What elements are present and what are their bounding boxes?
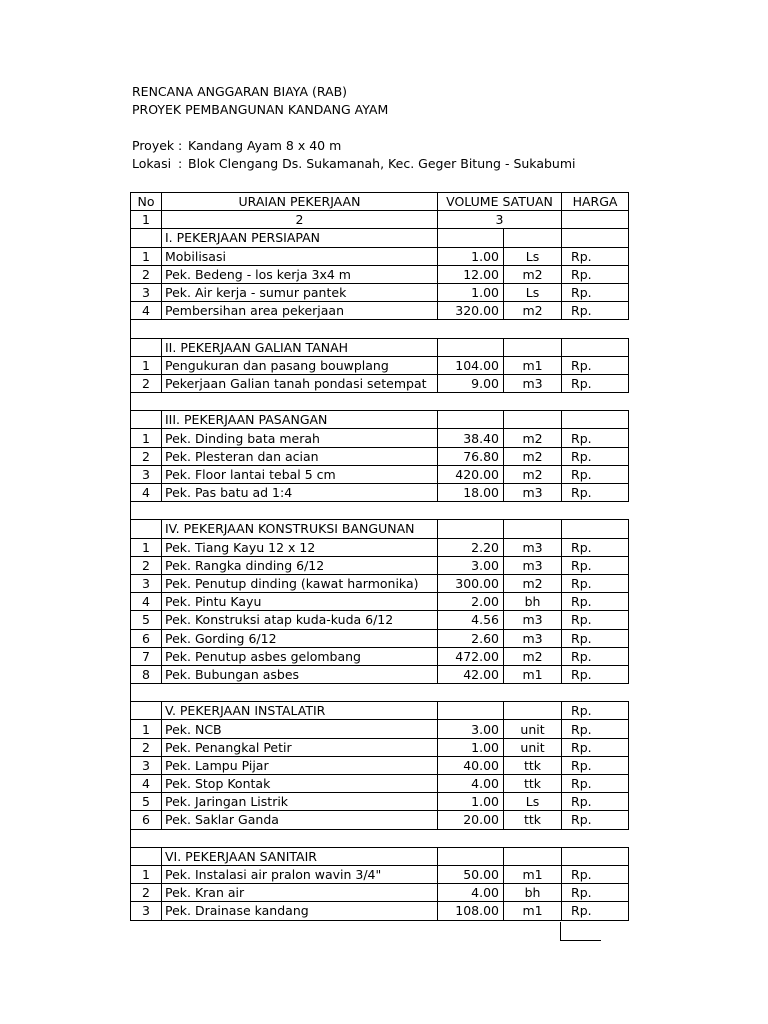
empty-cell xyxy=(438,829,504,847)
item-description: Pek. Air kerja - sumur pantek xyxy=(162,283,438,301)
empty-cell xyxy=(504,338,562,356)
spacer-row xyxy=(131,684,629,702)
item-volume: 1.00 xyxy=(438,793,504,811)
item-volume: 420.00 xyxy=(438,465,504,483)
table-row xyxy=(131,265,629,283)
item-unit: m1 xyxy=(504,865,562,883)
item-price: Rp. xyxy=(562,302,629,320)
empty-cell xyxy=(504,829,562,847)
item-price: Rp. xyxy=(562,811,629,829)
item-description: Pek. Stop Kontak xyxy=(162,775,438,793)
item-price: Rp. xyxy=(562,738,629,756)
item-no: 8 xyxy=(131,665,162,683)
empty-cell xyxy=(562,684,629,702)
item-volume: 2.00 xyxy=(438,593,504,611)
number-volume: 3 xyxy=(438,211,562,229)
project-value: Kandang Ayam 8 x 40 m xyxy=(188,138,342,153)
item-unit: m1 xyxy=(504,665,562,683)
empty-cell xyxy=(162,393,438,411)
item-description: Pek. Tiang Kayu 12 x 12 xyxy=(162,538,438,556)
item-price: Rp. xyxy=(562,247,629,265)
item-description: Pengukuran dan pasang bouwplang xyxy=(162,356,438,374)
section-title: VI. PEKERJAAN SANITAIR xyxy=(162,847,438,865)
table-row xyxy=(131,629,629,647)
item-price: Rp. xyxy=(562,775,629,793)
table-row xyxy=(131,283,629,301)
empty-cell xyxy=(438,684,504,702)
empty-cell xyxy=(131,684,162,702)
item-description: Pek. Gording 6/12 xyxy=(162,629,438,647)
section-header-row xyxy=(131,411,629,429)
empty-cell xyxy=(162,829,438,847)
project-info xyxy=(132,138,341,154)
table-header-row xyxy=(131,193,629,211)
spacer-row xyxy=(131,502,629,520)
item-no: 6 xyxy=(131,811,162,829)
spacer-row xyxy=(131,320,629,338)
item-volume: 4.00 xyxy=(438,884,504,902)
number-uraian: 2 xyxy=(162,211,438,229)
empty-cell xyxy=(131,338,162,356)
item-no: 4 xyxy=(131,302,162,320)
item-unit: m2 xyxy=(504,265,562,283)
item-unit: m1 xyxy=(504,902,562,920)
table-row xyxy=(131,647,629,665)
table-row xyxy=(131,465,629,483)
table-row xyxy=(131,574,629,592)
section-title: IV. PEKERJAAN KONSTRUKSI BANGUNAN xyxy=(162,520,438,538)
item-price: Rp. xyxy=(562,629,629,647)
location-colon: : xyxy=(178,156,183,171)
empty-cell xyxy=(562,320,629,338)
item-unit: ttk xyxy=(504,775,562,793)
table-row xyxy=(131,374,629,392)
number-harga xyxy=(562,211,629,229)
item-price: Rp. xyxy=(562,756,629,774)
item-price: Rp. xyxy=(562,793,629,811)
location-info xyxy=(132,156,575,172)
item-volume: 320.00 xyxy=(438,302,504,320)
item-no: 3 xyxy=(131,902,162,920)
item-volume: 1.00 xyxy=(438,738,504,756)
empty-cell xyxy=(131,320,162,338)
item-price: Rp. xyxy=(562,593,629,611)
empty-cell xyxy=(562,829,629,847)
empty-cell xyxy=(438,502,504,520)
item-unit: bh xyxy=(504,593,562,611)
item-no: 3 xyxy=(131,283,162,301)
item-unit: Ls xyxy=(504,283,562,301)
item-price: Rp. xyxy=(562,574,629,592)
item-volume: 104.00 xyxy=(438,356,504,374)
location-label: Lokasi xyxy=(132,156,172,171)
project-label: Proyek xyxy=(132,138,175,153)
section-price-cell xyxy=(562,847,629,865)
section-header-row xyxy=(131,520,629,538)
item-volume: 76.80 xyxy=(438,447,504,465)
table-row xyxy=(131,247,629,265)
item-description: Pek. Plesteran dan acian xyxy=(162,447,438,465)
table-row xyxy=(131,484,629,502)
section-title: I. PEKERJAAN PERSIAPAN xyxy=(162,229,438,247)
item-no: 5 xyxy=(131,611,162,629)
empty-cell xyxy=(504,229,562,247)
item-no: 2 xyxy=(131,556,162,574)
item-description: Pek. Kran air xyxy=(162,884,438,902)
header-harga: HARGA xyxy=(562,193,629,211)
section-price-cell xyxy=(562,229,629,247)
empty-cell xyxy=(504,520,562,538)
item-no: 2 xyxy=(131,265,162,283)
item-volume: 3.00 xyxy=(438,720,504,738)
item-volume: 300.00 xyxy=(438,574,504,592)
item-description: Pek. Penutup dinding (kawat harmonika) xyxy=(162,574,438,592)
item-volume: 12.00 xyxy=(438,265,504,283)
item-no: 3 xyxy=(131,465,162,483)
empty-cell xyxy=(504,684,562,702)
header-uraian: URAIAN PEKERJAAN xyxy=(162,193,438,211)
item-description: Pek. Konstruksi atap kuda-kuda 6/12 xyxy=(162,611,438,629)
empty-cell xyxy=(438,702,504,720)
section-price-cell xyxy=(562,338,629,356)
item-no: 7 xyxy=(131,647,162,665)
empty-cell xyxy=(131,502,162,520)
item-price: Rp. xyxy=(562,447,629,465)
item-unit: Ls xyxy=(504,793,562,811)
item-volume: 3.00 xyxy=(438,556,504,574)
item-unit: m1 xyxy=(504,356,562,374)
item-price: Rp. xyxy=(562,265,629,283)
item-no: 2 xyxy=(131,447,162,465)
document-subtitle: PROYEK PEMBANGUNAN KANDANG AYAM xyxy=(132,102,389,117)
project-colon: : xyxy=(178,138,183,153)
item-price: Rp. xyxy=(562,283,629,301)
item-unit: bh xyxy=(504,884,562,902)
empty-cell xyxy=(504,393,562,411)
item-unit: m2 xyxy=(504,302,562,320)
item-price: Rp. xyxy=(562,556,629,574)
empty-cell xyxy=(131,829,162,847)
spacer-row xyxy=(131,393,629,411)
table-row xyxy=(131,775,629,793)
table-row xyxy=(131,884,629,902)
item-volume: 4.00 xyxy=(438,775,504,793)
item-volume: 1.00 xyxy=(438,247,504,265)
item-unit: unit xyxy=(504,720,562,738)
item-unit: Ls xyxy=(504,247,562,265)
item-description: Pembersihan area pekerjaan xyxy=(162,302,438,320)
empty-cell xyxy=(131,847,162,865)
empty-cell xyxy=(504,702,562,720)
item-description: Pek. Bubungan asbes xyxy=(162,665,438,683)
spacer-row xyxy=(131,829,629,847)
item-unit: m2 xyxy=(504,647,562,665)
section-title: III. PEKERJAAN PASANGAN xyxy=(162,411,438,429)
empty-cell xyxy=(162,320,438,338)
item-price: Rp. xyxy=(562,374,629,392)
table-row xyxy=(131,302,629,320)
table-row xyxy=(131,902,629,920)
item-price: Rp. xyxy=(562,538,629,556)
rab-table-viewport xyxy=(130,192,618,972)
item-no: 3 xyxy=(131,574,162,592)
item-price: Rp. xyxy=(562,429,629,447)
item-description: Pek. Lampu Pijar xyxy=(162,756,438,774)
empty-cell xyxy=(131,411,162,429)
item-unit: m2 xyxy=(504,429,562,447)
empty-cell xyxy=(438,338,504,356)
item-no: 4 xyxy=(131,484,162,502)
item-description: Pek. Pas batu ad 1:4 xyxy=(162,484,438,502)
table-row xyxy=(131,811,629,829)
item-price: Rp. xyxy=(562,865,629,883)
item-no: 2 xyxy=(131,738,162,756)
empty-cell xyxy=(131,520,162,538)
item-unit: m3 xyxy=(504,538,562,556)
section-price-cell: Rp. xyxy=(562,702,629,720)
empty-cell xyxy=(131,702,162,720)
item-no: 4 xyxy=(131,593,162,611)
item-description: Pekerjaan Galian tanah pondasi setempat xyxy=(162,374,438,392)
item-volume: 38.40 xyxy=(438,429,504,447)
item-price: Rp. xyxy=(562,484,629,502)
table-row xyxy=(131,611,629,629)
table-row xyxy=(131,793,629,811)
item-description: Pek. Pintu Kayu xyxy=(162,593,438,611)
section-header-row xyxy=(131,847,629,865)
empty-cell xyxy=(438,520,504,538)
empty-cell xyxy=(504,502,562,520)
item-no: 1 xyxy=(131,865,162,883)
item-unit: unit xyxy=(504,738,562,756)
empty-cell xyxy=(438,393,504,411)
item-no: 1 xyxy=(131,429,162,447)
table-row xyxy=(131,756,629,774)
item-unit: m3 xyxy=(504,629,562,647)
number-no: 1 xyxy=(131,211,162,229)
item-price: Rp. xyxy=(562,902,629,920)
item-description: Pek. Dinding bata merah xyxy=(162,429,438,447)
table-number-row xyxy=(131,211,629,229)
item-no: 1 xyxy=(131,247,162,265)
header-no: No xyxy=(131,193,162,211)
item-description: Pek. Instalasi air pralon wavin 3/4" xyxy=(162,865,438,883)
item-no: 6 xyxy=(131,629,162,647)
item-unit: m2 xyxy=(504,574,562,592)
table-row xyxy=(131,593,629,611)
item-unit: m3 xyxy=(504,374,562,392)
section-title: II. PEKERJAAN GALIAN TANAH xyxy=(162,338,438,356)
item-volume: 20.00 xyxy=(438,811,504,829)
item-description: Pek. Penutup asbes gelombang xyxy=(162,647,438,665)
table-row xyxy=(131,720,629,738)
table-row xyxy=(131,738,629,756)
table-row xyxy=(131,447,629,465)
empty-cell xyxy=(438,411,504,429)
empty-cell xyxy=(131,393,162,411)
item-price: Rp. xyxy=(562,356,629,374)
item-unit: ttk xyxy=(504,756,562,774)
item-no: 2 xyxy=(131,374,162,392)
document-title: RENCANA ANGGARAN BIAYA (RAB) xyxy=(132,84,348,99)
section-price-cell xyxy=(562,411,629,429)
empty-cell xyxy=(131,229,162,247)
item-volume: 9.00 xyxy=(438,374,504,392)
item-price: Rp. xyxy=(562,647,629,665)
empty-cell xyxy=(504,847,562,865)
item-description: Pek. Penangkal Petir xyxy=(162,738,438,756)
table-row xyxy=(131,665,629,683)
item-price: Rp. xyxy=(562,665,629,683)
item-price: Rp. xyxy=(562,611,629,629)
table-row xyxy=(131,556,629,574)
header-volume-satuan: VOLUME SATUAN xyxy=(438,193,562,211)
section-title: V. PEKERJAAN INSTALATIR xyxy=(162,702,438,720)
section-price-cell xyxy=(562,520,629,538)
item-volume: 2.60 xyxy=(438,629,504,647)
item-volume: 50.00 xyxy=(438,865,504,883)
item-description: Pek. NCB xyxy=(162,720,438,738)
table-row xyxy=(131,429,629,447)
item-volume: 42.00 xyxy=(438,665,504,683)
section-header-row xyxy=(131,229,629,247)
item-description: Pek. Bedeng - los kerja 3x4 m xyxy=(162,265,438,283)
total-cell xyxy=(560,922,601,941)
item-volume: 18.00 xyxy=(438,484,504,502)
item-description: Pek. Jaringan Listrik xyxy=(162,793,438,811)
item-price: Rp. xyxy=(562,884,629,902)
empty-cell xyxy=(504,320,562,338)
item-volume: 4.56 xyxy=(438,611,504,629)
rab-table xyxy=(130,192,629,921)
item-no: 5 xyxy=(131,793,162,811)
item-volume: 2.20 xyxy=(438,538,504,556)
section-header-row xyxy=(131,338,629,356)
table-row xyxy=(131,865,629,883)
empty-cell xyxy=(438,847,504,865)
item-description: Pek. Floor lantai tebal 5 cm xyxy=(162,465,438,483)
item-price: Rp. xyxy=(562,720,629,738)
item-unit: m3 xyxy=(504,611,562,629)
item-price: Rp. xyxy=(562,465,629,483)
table-row xyxy=(131,538,629,556)
item-no: 1 xyxy=(131,538,162,556)
empty-cell xyxy=(162,502,438,520)
item-volume: 472.00 xyxy=(438,647,504,665)
empty-cell xyxy=(162,684,438,702)
table-row xyxy=(131,356,629,374)
location-value: Blok Clengang Ds. Sukamanah, Kec. Geger Bitung - Sukabumi xyxy=(188,156,576,171)
item-description: Pek. Drainase kandang xyxy=(162,902,438,920)
item-description: Pek. Rangka dinding 6/12 xyxy=(162,556,438,574)
item-volume: 40.00 xyxy=(438,756,504,774)
empty-cell xyxy=(438,320,504,338)
item-volume: 1.00 xyxy=(438,283,504,301)
empty-cell xyxy=(504,411,562,429)
empty-cell xyxy=(562,393,629,411)
item-no: 1 xyxy=(131,356,162,374)
item-unit: m3 xyxy=(504,556,562,574)
item-description: Mobilisasi xyxy=(162,247,438,265)
section-header-row xyxy=(131,702,629,720)
item-unit: m3 xyxy=(504,484,562,502)
item-volume: 108.00 xyxy=(438,902,504,920)
item-unit: ttk xyxy=(504,811,562,829)
empty-cell xyxy=(438,229,504,247)
item-unit: m2 xyxy=(504,447,562,465)
empty-cell xyxy=(562,502,629,520)
item-no: 4 xyxy=(131,775,162,793)
item-no: 1 xyxy=(131,720,162,738)
item-no: 2 xyxy=(131,884,162,902)
item-unit: m2 xyxy=(504,465,562,483)
item-no: 3 xyxy=(131,756,162,774)
item-description: Pek. Saklar Ganda xyxy=(162,811,438,829)
